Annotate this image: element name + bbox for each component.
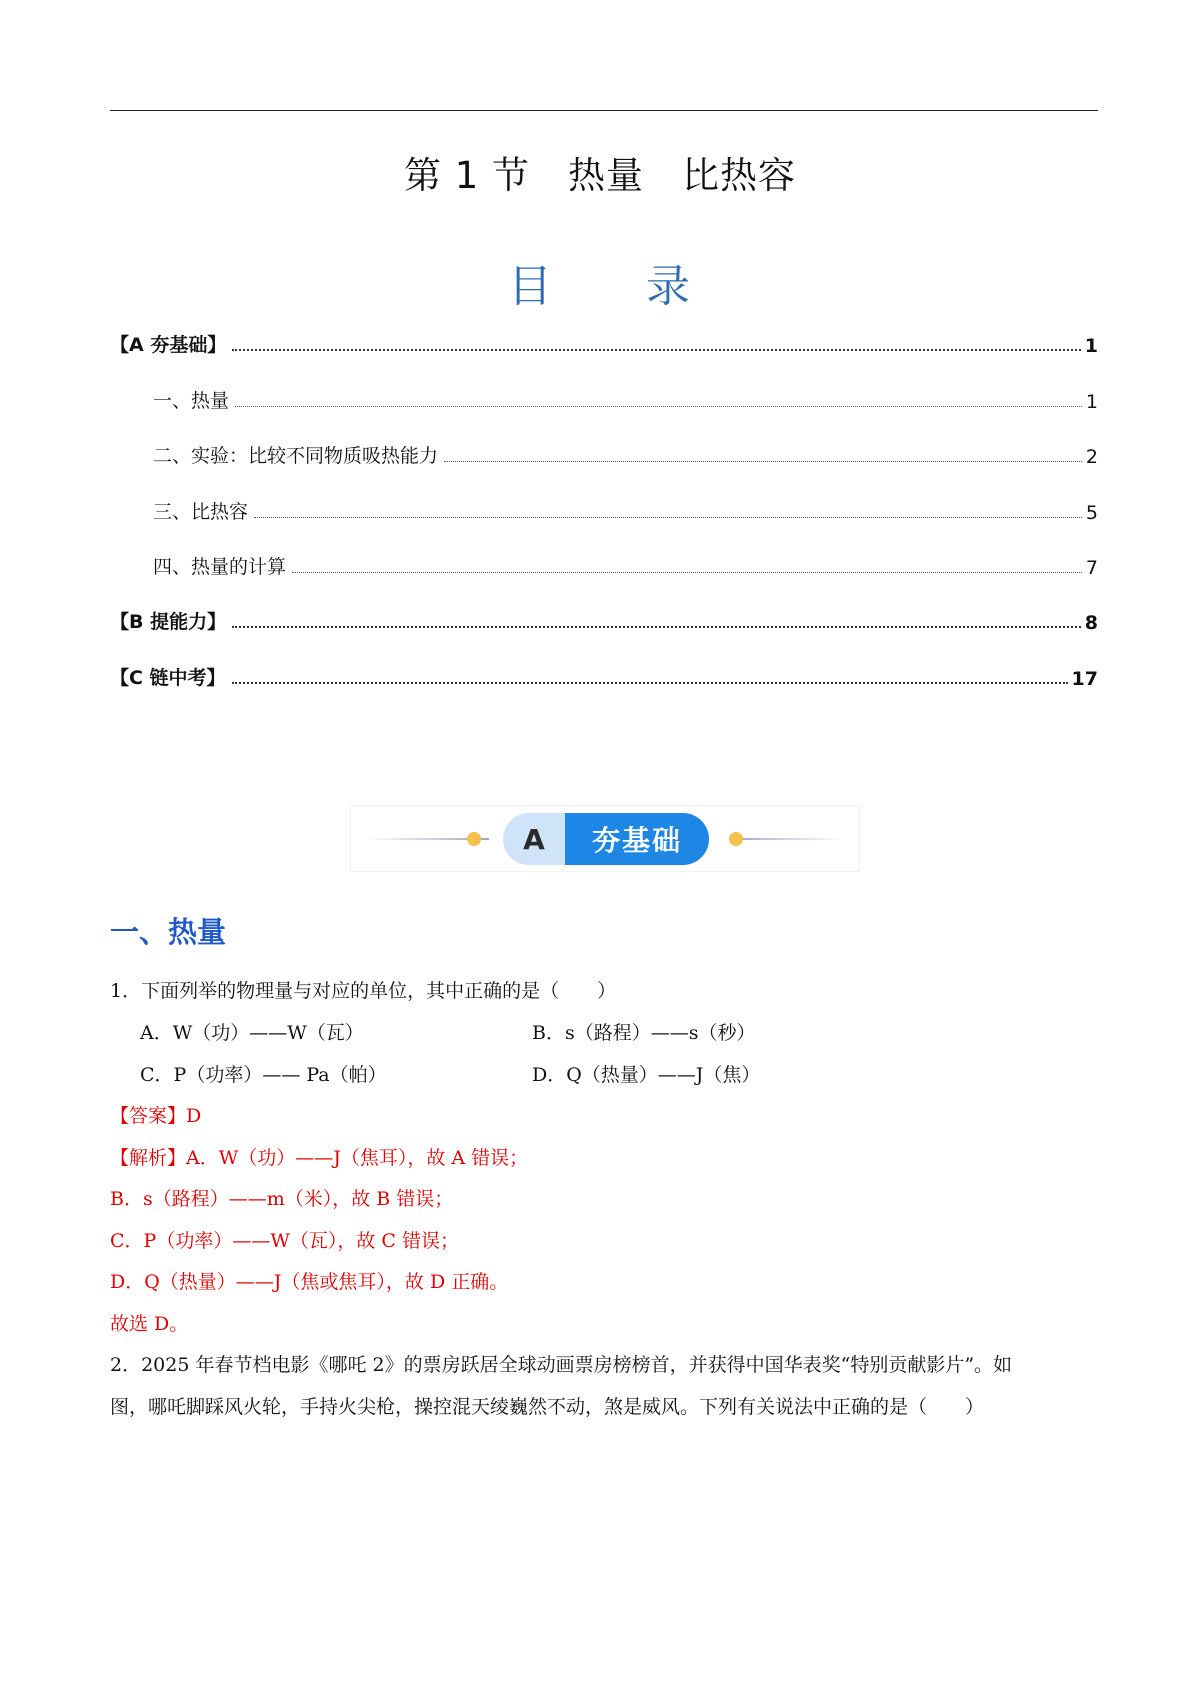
toc-entry-page: 5 [1085,502,1098,524]
toc-entry-page: 2 [1085,446,1098,468]
toc-entry-b[interactable] [110,604,1098,634]
question-1-option-b: B．s（路程）——s（秒） [532,1022,756,1044]
toc-leader-dots [232,349,1080,351]
header-rule [110,110,1098,111]
toc-entry-label: 【C 链中考】 [110,667,226,689]
toc-heading: 目 录 [508,261,692,312]
banner-line-right [733,838,843,840]
toc-entry-page: 7 [1085,557,1098,579]
toc-entry-c[interactable] [110,660,1098,690]
toc-leader-dots [254,517,1082,518]
toc-entry-heat-calc[interactable] [110,549,1098,579]
question-1-option-c: C．P（功率）—— Pa（帕） [140,1064,387,1086]
toc-entry-label: 【B 提能力】 [110,611,227,633]
question-2-stem-line-1: 2．2025 年春节档电影《哪吒 2》的票房跃居全球动画票房榜榜首，并获得中国华表奖“特别贡献影片”。如 [110,1354,1013,1376]
question-1-conclusion: 故选 D。 [110,1313,189,1335]
question-1-analysis-line: B．s（路程）——m（米），故 B 错误； [110,1188,454,1210]
question-1-option-d: D．Q（热量）——J（焦） [532,1064,761,1086]
banner-pill [503,813,709,865]
banner-dot-left [467,832,481,846]
toc-entry-label: 二、实验：比较不同物质吸热能力 [153,445,439,467]
toc-entry-page: 17 [1071,668,1098,690]
question-1-analysis-line: 【解析】A．W（功）——J（焦耳），故 A 错误； [110,1147,529,1169]
banner-letter: A [503,813,565,865]
toc-leader-dots [235,406,1082,407]
toc-entry-label: 四、热量的计算 [153,556,287,578]
toc-entry-page: 1 [1085,391,1098,413]
toc-leader-dots [232,626,1081,628]
toc-entry-page: 8 [1084,612,1098,634]
question-2-stem-line-2: 图，哪吒脚踩风火轮，手持火尖枪，操控混天绫巍然不动，煞是威风。下列有关说法中正确的是（ ） [110,1396,985,1418]
section-heading: 一、热量 [110,915,227,949]
question-1-option-a: A．W（功）——W（瓦） [140,1022,364,1044]
question-1-analysis-line: C．P（功率）——W（瓦），故 C 错误； [110,1230,459,1252]
toc-entry-label: 一、热量 [153,390,230,412]
question-1-answer: 【答案】D [110,1105,202,1127]
question-1-stem: 1．下面列举的物理量与对应的单位，其中正确的是（ ） [110,980,617,1002]
banner-dot-right [729,832,743,846]
toc-leader-dots [444,461,1082,462]
banner-text: 夯基础 [565,813,709,865]
section-banner [350,805,860,872]
toc-entry-specific-heat[interactable] [110,494,1098,524]
question-1-analysis-line: D．Q（热量）——J（焦或焦耳），故 D 正确。 [110,1271,509,1293]
toc-entry-label: 三、比热容 [153,501,249,523]
toc-leader-dots [292,572,1082,573]
toc-entry-page: 1 [1084,335,1098,357]
toc-entry-experiment[interactable] [110,438,1098,468]
toc-entry-label: 【A 夯基础】 [110,334,227,356]
toc-entry-a[interactable] [110,327,1098,357]
toc-leader-dots [232,682,1068,684]
toc-entry-heat[interactable] [110,383,1098,413]
document-title: 第 1 节 热量 比热容 [403,154,797,197]
